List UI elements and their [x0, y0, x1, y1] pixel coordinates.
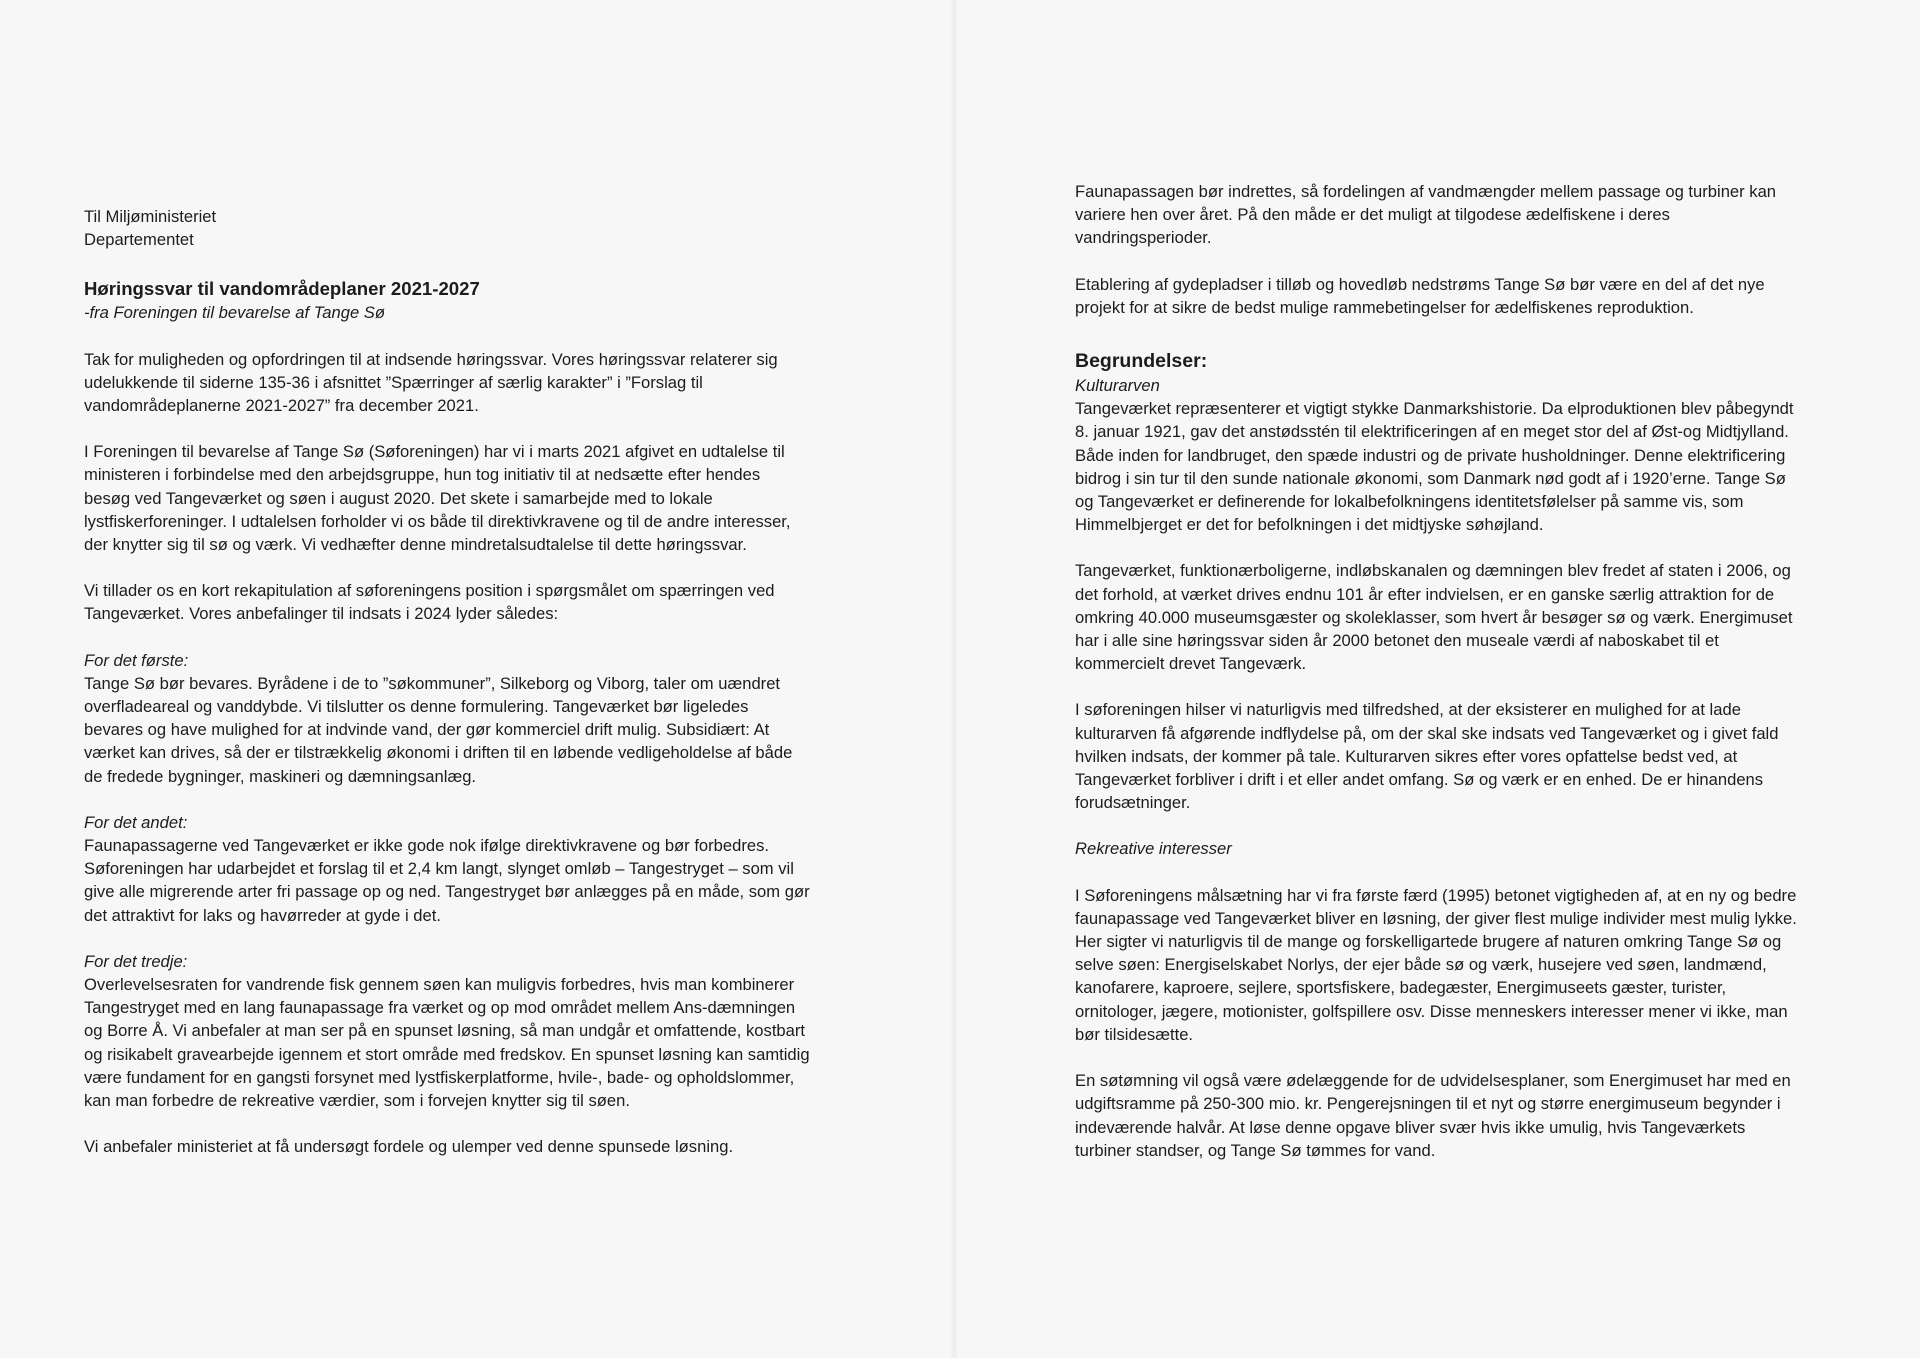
- text-line: vandringsperioder.: [1075, 228, 1212, 248]
- text-line: Himmelbjerget er det for befolkningen i det midtjyske søhøjland.: [1075, 515, 1544, 535]
- address-line: Departementet: [84, 230, 194, 250]
- text-line: udgiftsramme på 250-300 mio. kr. Pengerejsningen til et nyt og større energimuseum begynder i: [1075, 1094, 1781, 1114]
- text-line: kan man forbedre de rekreative værdier, som i forvejen knytter sig til søen.: [84, 1091, 630, 1111]
- section-label-second: For det andet:: [84, 812, 188, 832]
- text-line: kommercielt drevet Tangeværk.: [1075, 654, 1307, 674]
- text-line: I Søforeningens målsætning har vi fra første færd (1995) betonet vigtigheden af, at en ny og bedre: [1075, 885, 1797, 905]
- text-line: Overlevelsesraten for vandrende fisk gennem søen kan muligvis forbedres, hvis man kombinerer: [84, 975, 795, 995]
- text-line: Tangeværket. Vores anbefalinger til indsats i 2024 lyder således:: [84, 604, 559, 624]
- text-line: faunapassage ved Tangeværket bliver en løsning, der giver flest mulige individer mest mulig lykke.: [1075, 908, 1797, 928]
- text-line: Etablering af gydepladser i tilløb og hovedløb nedstrøms Tange Sø bør være en del af det nye: [1075, 274, 1765, 294]
- text-line: 8. januar 1921, gav det anstødsstén til elektrificeringen af en meget stor del af Øst-og Midtjylland.: [1075, 422, 1789, 442]
- text-line: selve søen: Energiselskabet Norlys, der ejer både sø og værk, husejere ved søen, landmænd,: [1075, 955, 1767, 975]
- text-line: vandområdeplanerne 2021-2027” fra december 2021.: [84, 396, 479, 416]
- text-line: værket kan drives, så der er tilstrækkelig økonomi i driften til en løbende vedligeholdelse af både: [84, 743, 793, 763]
- section-label-third: For det tredje:: [84, 951, 188, 971]
- paragraph-history: [1075, 397, 1875, 536]
- text-line: Her sigter vi naturligvis til de mange og forskelligartede brugere af naturen omkring Tange Sø og: [1075, 932, 1782, 952]
- text-line: kulturarven få afgørende indflydelse på, om der skal ske indsats ved Tangeværket og i givet fald: [1075, 723, 1779, 743]
- text-line: Tak for muligheden og opfordringen til at indsende høringssvar. Vores høringssvar relaterer sig: [84, 349, 778, 369]
- paragraph-third: [84, 973, 864, 1112]
- text-line: har i alle sine høringssvar siden år 2000 betonet den museale værdi af naboskabet til et: [1075, 631, 1719, 651]
- text-line: Faunapassagerne ved Tangeværket er ikke gode nok ifølge direktivkravene og bør forbedres.: [84, 836, 770, 856]
- text-line: Faunapassagen bør indrettes, så fordelingen af vandmængder mellem passage og turbiner kan: [1075, 182, 1777, 201]
- text-line: Søforeningen har udarbejdet et forslag til et 2,4 km langt, slynget omløb – Tangestryget – som vil: [84, 859, 794, 879]
- document-subtitle: -fra Foreningen til bevarelse af Tange Sø: [84, 303, 386, 323]
- text-line: og Tangeværket er definerende for lokalbefolkningens identitetsfølelser på samme vis, som: [1075, 492, 1744, 512]
- text-line: der knytter sig til sø og værk. Vi vedhæfter denne mindretalsudtalelse til dette høringssvar.: [84, 535, 747, 555]
- subheading-recreational: Rekreative interesser: [1075, 839, 1232, 859]
- text-line: besøg ved Tangeværket og søen i august 2020. Det skete i samarbejde med to lokale: [84, 488, 713, 508]
- text-line: indeværende halvår. At løse denne opgave bliver svær hvis ikke umulig, hvis Tangeværkets: [1075, 1117, 1746, 1137]
- text-line: hvilken indsats, der kommer på tale. Kulturarven sikres efter vores opfattelse bedst ved, at: [1075, 746, 1738, 766]
- page-fold: [950, 0, 958, 1358]
- document-title: Høringssvar til vandområdeplaner 2021-2027: [84, 278, 480, 300]
- paragraph-preservation: [1075, 559, 1875, 675]
- text-line: I søforeningen hilser vi naturligvis med tilfredshed, at der eksisterer en mulighed for at lade: [1075, 700, 1741, 720]
- text-line: Tange Sø bør bevares. Byrådene i de to ”søkommuner”, Silkeborg og Viborg, taler om uændret: [84, 673, 781, 693]
- text-line: lystfiskerforeninger. I udtalelsen forholder vi os både til direktivkravene og til de andre interesser,: [84, 511, 791, 531]
- text-line: projekt for at sikre de bedst mulige rammebetingelser for ædelfiskenes reproduktion.: [1075, 297, 1694, 317]
- recipient-address: [84, 205, 864, 251]
- paragraph-association: [84, 440, 864, 556]
- paragraph-fauna-passage: [1075, 180, 1875, 250]
- paragraph-heritage-influence: [1075, 698, 1875, 814]
- text-line: Tangeværket forbliver i drift i et eller andet omfang. Sø og værk er en enhed. De er hinandens: [1075, 770, 1764, 790]
- text-line: ornitologer, jægere, motionister, golfspillere osv. Disse menneskers interesser mener vi ikke, man: [1075, 1001, 1788, 1021]
- text-line: omkring 40.000 museumsgæster og skoleklasser, som hvert år besøger sø og værk. Energimuset: [1075, 607, 1793, 627]
- text-line: bevares og have mulighed for at indvinde vand, der gør kommerciel drift mulig. Subsidiært: At: [84, 720, 770, 740]
- text-line: En søtømning vil også være ødelæggende for de udvidelsesplaner, som Energimuset har med en: [1075, 1071, 1791, 1091]
- text-line: I Foreningen til bevarelse af Tange Sø (Søforeningen) har vi i marts 2021 afgivet en udtalelse til: [84, 442, 785, 462]
- right-column: [1075, 180, 1875, 1162]
- text-line: Vi tillader os en kort rekapitulation af søforeningens position i spørgsmålet om spærringen ved: [84, 581, 775, 601]
- text-line: de fredede bygninger, maskineri og dæmningsanlæg.: [84, 766, 477, 786]
- text-line: Tangeværket repræsenterer et vigtigt stykke Danmarkshistorie. Da elproduktionen blev påbegyndt: [1075, 399, 1794, 419]
- text-line: Både inden for landbruget, den spæde industri og de private husholdninger. Denne elektrificering: [1075, 445, 1786, 465]
- text-line: ministeren i forbindelse med den arbejdsgruppe, hun tog initiativ til at nedsætte efter hendes: [84, 465, 761, 485]
- section-heading: Begrundelser:: [1075, 350, 1208, 373]
- text-line: Tangestryget med en lang faunapassage fra værket og op mod området mellem Ans-dæmningen: [84, 998, 796, 1018]
- paragraph-recap: [84, 579, 864, 625]
- text-line: give alle migrerende arter fri passage op og ned. Tangestryget bør anlægges på en måde, som gør: [84, 882, 810, 902]
- left-column: [84, 205, 864, 1159]
- paragraph-users: [1075, 884, 1875, 1046]
- text-line: det attraktivt for laks og havørreder at gyde i det.: [84, 905, 441, 925]
- text-line: bidrog i sin tur til den sunde nationale økonomi, som Danmark nød godt af i 1920’erne. Tange Sø: [1075, 468, 1786, 488]
- paragraph-museum: [1075, 1069, 1875, 1162]
- text-line: variere hen over året. På den måde er det muligt at tilgodese ædelfiskene i deres: [1075, 205, 1670, 225]
- text-line: forudsætninger.: [1075, 793, 1191, 813]
- paragraph-intro: [84, 348, 864, 418]
- text-line: udelukkende til siderne 135-36 i afsnittet ”Spærringer af særlig karakter” i ”Forslag til: [84, 372, 703, 392]
- text-line: Tangeværket, funktionærboligerne, indløbskanalen og dæmningen blev fredet af staten i 2006, og: [1075, 561, 1791, 581]
- text-line: turbiner standser, og Tange Sø tømmes for vand.: [1075, 1140, 1436, 1160]
- address-line: Til Miljøministeriet: [84, 207, 217, 226]
- paragraph-first: [84, 672, 864, 788]
- text-line: kanofarere, kaproere, sejlere, sportsfiskere, badegæster, Energimuseets gæster, turister,: [1075, 978, 1727, 998]
- text-line: og risikabelt gravearbejde igennem et stort område med fredskov. En spunset løsning kan samtidig: [84, 1044, 810, 1064]
- paragraph-spawning: [1075, 273, 1875, 319]
- text-line: overfladeareal og vanddybde. Vi tilslutter os denne formulering. Tangeværket bør ligeledes: [84, 697, 749, 717]
- subheading-cultural-heritage: Kulturarven: [1075, 376, 1160, 396]
- closing-recommendation: Vi anbefaler ministeriet at få undersøgt fordele og ulemper ved denne spunsede løsning.: [84, 1137, 734, 1157]
- text-line: og Borre Å. Vi anbefaler at man ser på en spunset løsning, så man undgår et omfattende, kostbart: [84, 1021, 806, 1041]
- section-label-first: For det første:: [84, 650, 189, 670]
- paragraph-second: [84, 834, 864, 927]
- text-line: bør tilsidesætte.: [1075, 1024, 1194, 1044]
- text-line: være fundament for en gangsti forsynet med lystfiskerplatforme, hvile-, bade- og opholdslommer,: [84, 1067, 795, 1087]
- text-line: det forhold, at værket drives endnu 101 år efter indvielsen, er en ganske særlig attraktion for de: [1075, 584, 1775, 604]
